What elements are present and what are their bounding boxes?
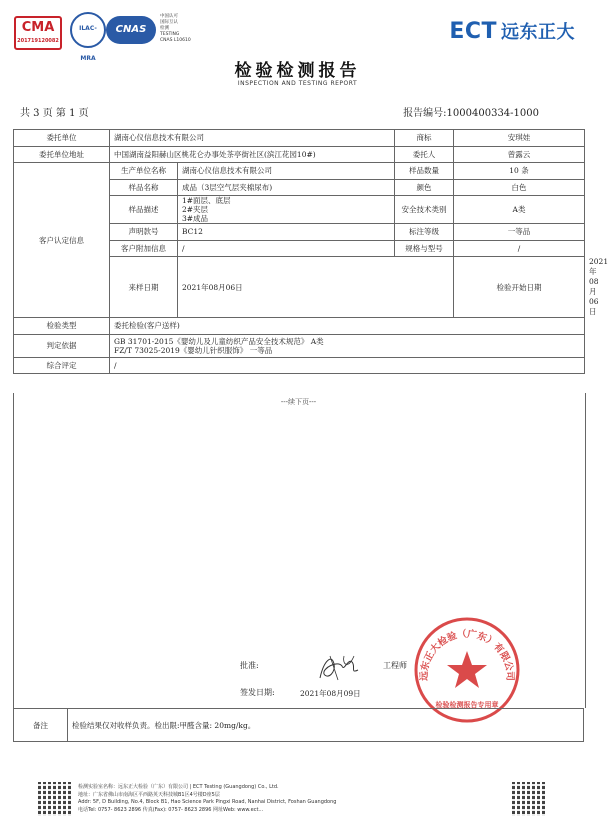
model-label: 声明款号: [110, 224, 178, 241]
producer-value: 湖南心仪信息技术有限公司: [178, 163, 395, 180]
footer-contact: 检测实验室名称：远东正大检验（广东）有限公司 | ECT Testing (Guangdong) Co., Ltd. 地址：广东省佛山市南海区平西路英天科技城B1区4号楼D座5层 Addr: 5F, D Building, No.4, Block B1, Hao Science Park Pingxi Road, Nanhai District, Foshan Guangdong 电话Tel: 0757- 8623 2896 传真(Fax): 0757- 8623 2896 网址Web: www.ect...: [78, 784, 337, 813]
spec-label: 规格与型号: [395, 240, 454, 257]
quantity-label: 样品数量: [395, 163, 454, 180]
client-address-value: 中国湖南益阳赫山区桃花仑办事处茶亭街社区(滨江花园10#): [110, 146, 395, 163]
test-type-value: 委托检验(客户送样): [110, 318, 585, 335]
producer-label: 生产单位名称: [110, 163, 178, 180]
basis-label: 判定依据: [14, 334, 110, 357]
issue-date-value: 2021年08月09日: [300, 689, 361, 698]
qr-code-left: [38, 782, 72, 816]
report-subtitle: INSPECTION AND TESTING REPORT: [237, 80, 358, 87]
overall-assessment-value: /: [110, 357, 585, 374]
arrival-date-label: 来样日期: [110, 257, 178, 318]
client-value: 湖南心仪信息技术有限公司: [110, 130, 395, 147]
ect-brand-logo: ECT 远东正大: [449, 19, 575, 44]
grade-value: 一等品: [454, 224, 585, 241]
cnas-accreditation-text: 中国认可 国际互认 检测 TESTING CNAS L10610: [160, 14, 191, 43]
basis-value: GB 31701-2015《婴幼儿及儿童纺织产品安全技术规范》 A类 FZ/T 73025-2019《婴幼儿针织服饰》 一等品: [110, 334, 585, 357]
trademark-value: 安琪娃: [454, 130, 585, 147]
extra-info-label: 客户附加信息: [110, 240, 178, 257]
sample-name-label: 样品名称: [110, 179, 178, 196]
cma-logo: CMA 201719120082: [14, 16, 62, 50]
table-row: [14, 163, 585, 180]
consignor-label: 委托人: [395, 146, 454, 163]
table-row: 来样日期 2021年08月06日 检验开始日期 2021年08月06日: [14, 257, 585, 318]
grade-label: 标注等级: [395, 224, 454, 241]
table-row: [14, 130, 585, 147]
customer-info-label: 客户认定信息: [14, 163, 110, 318]
spec-value: /: [454, 240, 585, 257]
test-type-label: 检验类型: [14, 318, 110, 335]
table-row: [14, 334, 585, 357]
client-address-label: 委托单位地址: [14, 146, 110, 163]
trademark-label: 商标: [395, 130, 454, 147]
signature: [314, 650, 362, 688]
arrival-date-value: 2021年08月06日: [178, 257, 454, 318]
svg-text:远东正大检验（广东）有限公司: 远东正大检验（广东）有限公司: [418, 628, 516, 681]
extra-info-value: /: [178, 240, 395, 257]
safety-category-value: A类: [454, 196, 585, 224]
remarks-table: [13, 708, 584, 742]
report-title: 检验检测报告: [234, 61, 361, 81]
model-value: BC12: [178, 224, 395, 241]
cnas-logo: CNAS: [106, 16, 156, 44]
quantity-value: 10 条: [454, 163, 585, 180]
ilac-mra-logo: ILAC-MRA: [70, 12, 106, 48]
engineer-label: 工程师: [383, 661, 407, 670]
color-value: 白色: [454, 179, 585, 196]
svg-text:检验检测报告专用章: 检验检测报告专用章: [435, 701, 499, 709]
remarks-label: 备注: [14, 709, 68, 742]
approve-label: 批准:: [240, 661, 259, 670]
sample-description-value: 1#面层、底层 2#夹层 3#成品: [178, 196, 395, 224]
safety-category-label: 安全技术类别: [395, 196, 454, 224]
color-label: 颜色: [395, 179, 454, 196]
table-row: [14, 318, 585, 335]
continued-note: ---续下页---: [280, 398, 317, 406]
client-label: 委托单位: [14, 130, 110, 147]
report-number: 报告编号:1000400334-1000: [403, 108, 539, 119]
sample-description-label: 样品描述: [110, 196, 178, 224]
page-info: 共 3 页 第 1 页: [20, 108, 89, 119]
qr-code-right: [512, 782, 546, 816]
table-row: [14, 357, 585, 374]
issue-date-label: 签发日期:: [240, 688, 275, 697]
table-row: [14, 146, 585, 163]
consignor-value: 曾露云: [454, 146, 585, 163]
table-row: [14, 709, 584, 742]
report-info-table: [13, 129, 608, 374]
overall-assessment-label: 综合评定: [14, 357, 110, 374]
remarks-value: 检验结果仅对收样负责。检出限:甲醛含量: 20mg/kg。: [68, 709, 584, 742]
sample-name-value: 成品（3层空气层夹棉尿布): [178, 179, 395, 196]
start-date-label: 检验开始日期: [454, 257, 585, 318]
